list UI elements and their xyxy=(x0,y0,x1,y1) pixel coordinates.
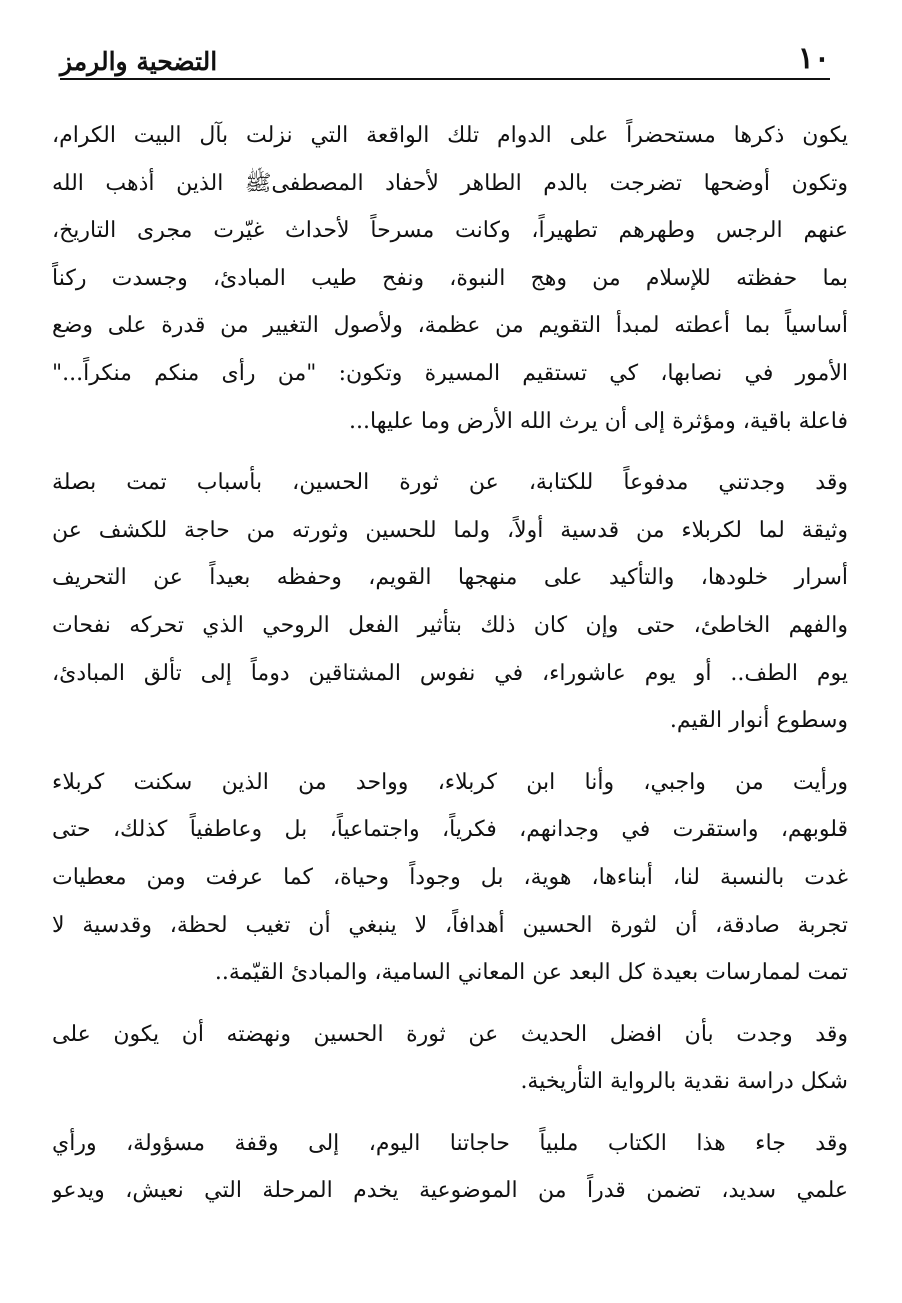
text-line: أساسياً بما أعطته لمبدأ التقويم من عظمة، ولأصول التغيير من قدرة على وضع xyxy=(52,313,848,339)
page-number: ١٠ xyxy=(797,41,830,76)
text-line: وقد جاء هذا الكتاب ملبياً حاجاتنا اليوم، إلى وقفة مسؤولة، ورأي xyxy=(52,1130,848,1156)
text-line: وقد وجدت بأن افضل الحديث عن ثورة الحسين ونهضته أن يكون على xyxy=(52,1021,848,1047)
text-line: علمي سديد، تضمن قدراً من الموضوعية يخدم المرحلة التي نعيش، ويدعو xyxy=(52,1178,848,1204)
page-header xyxy=(60,30,830,80)
text-line: تمت لممارسات بعيدة كل البعد عن المعاني السامية، والمبادئ القيّمة.. xyxy=(214,960,848,986)
text-line: الأمور في نصابها، كي تستقيم المسيرة وتكون: "من رأى منكم منكراً..." xyxy=(52,360,848,386)
running-title: التضحية والرمز xyxy=(60,47,218,76)
text-line: غدت بالنسبة لنا، أبناءها، هوية، بل وجوداً وحياة، كما عرفت ومن معطيات xyxy=(52,864,848,890)
text-line: وتكون أوضحها تضرجت بالدم الطاهر لأحفاد المصطفىﷺ الذين أذهب الله xyxy=(52,170,848,196)
paragraph xyxy=(52,1011,848,1106)
paragraph xyxy=(52,459,848,745)
text-line: أسرار خلودها، والتأكيد على منهجها القويم، وحفظه بعيداً عن التحريف xyxy=(52,565,848,591)
paragraph xyxy=(52,112,848,445)
text-line: شكل دراسة نقدية بالرواية التأريخية. xyxy=(520,1069,848,1095)
text-line: يكون ذكرها مستحضراً على الدوام تلك الواقعة التي نزلت بآل البيت الكرام، xyxy=(52,123,848,148)
paragraph xyxy=(52,1120,848,1215)
text-line: والفهم الخاطئ، حتى وإن كان ذلك بتأثير الفعل الروحي الذي تحركه نفحات xyxy=(52,612,848,638)
body-text xyxy=(52,112,848,1229)
text-line: وقد وجدتني مدفوعاً للكتابة، عن ثورة الحسين، بأسباب تمت بصلة xyxy=(52,470,848,496)
text-line: بما حفظته للإسلام من وهج النبوة، ونفح طيب المبادئ، وجسدت ركناً xyxy=(52,265,848,291)
text-line: يوم الطف.. أو يوم عاشوراء، في نفوس المشتاقين دوماً إلى تألق المبادئ، xyxy=(52,660,848,686)
text-line: فاعلة باقية، ومؤثرة إلى أن يرث الله الأرض وما عليها... xyxy=(349,408,848,434)
text-line: ورأيت من واجبي، وأنا ابن كربلاء، وواحد من الذين سكنت كربلاء xyxy=(52,769,848,795)
text-line: قلوبهم، واستقرت في وجدانهم، فكرياً، واجتماعياً، بل وعاطفياً كذلك، حتى xyxy=(52,817,848,843)
text-line: وثيقة لما لكربلاء من قدسية أولاً، ولما للحسين وثورته من حاجة للكشف عن xyxy=(52,517,848,543)
text-line: تجربة صادقة، أن لثورة الحسين أهدافاً، لا ينبغي أن تغيب لحظة، وقدسية لا xyxy=(52,912,848,938)
text-line: عنهم الرجس وطهرهم تطهيراً، وكانت مسرحاً لأحداث غيّرت مجرى التاريخ، xyxy=(52,218,848,244)
paragraph xyxy=(52,759,848,997)
text-line: وسطوع أنوار القيم. xyxy=(669,708,848,734)
